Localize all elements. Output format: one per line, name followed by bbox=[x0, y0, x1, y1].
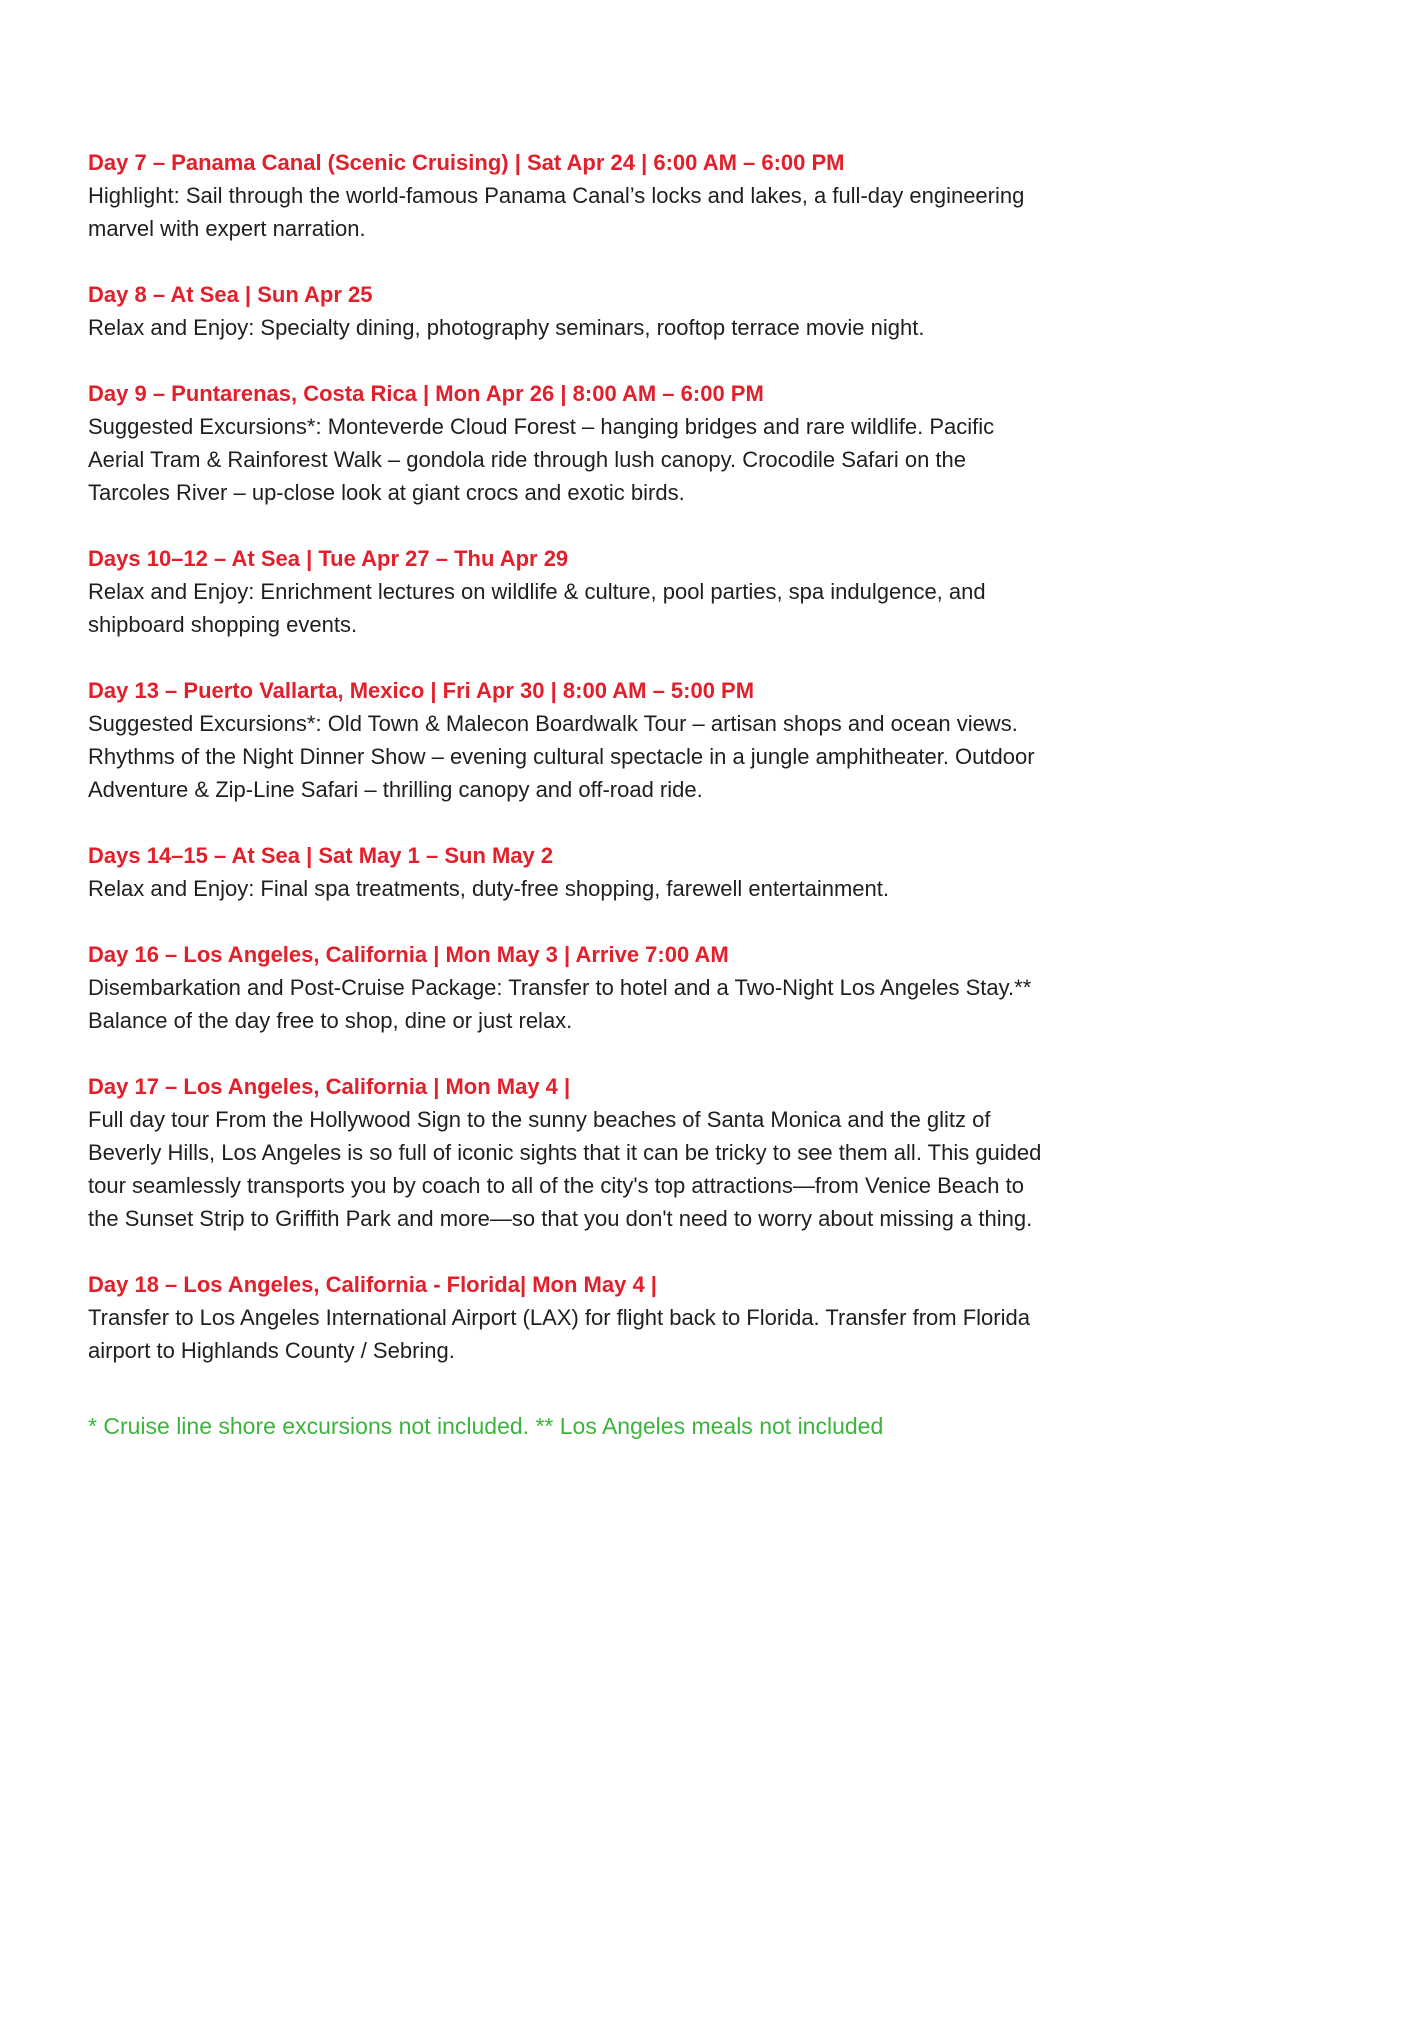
day-13-description: Suggested Excursions*: Old Town & Malecon Boardwalk Tour – artisan shops and ocean views. Rhythms of the Night Dinner Show – evening cultural spectacle in a jungle amphitheater. Outdoor Adventure & Zip-Line Safari – thrilling canopy and off-road ride. bbox=[88, 711, 1035, 802]
days-10-12-description: Relax and Enjoy: Enrichment lectures on wildlife & culture, pool parties, spa indulgence, and shipboard shopping events. bbox=[88, 579, 986, 637]
day-17-description: Full day tour From the Hollywood Sign to the sunny beaches of Santa Monica and the glitz of Beverly Hills, Los Angeles is so full of iconic sights that it can be tricky to see them all. This guided tour seamlessly transports you by coach to all of the city's top attractions—from Venice Beach to the Sunset Strip to Griffith Park and more—so that you don't need to worry about missing a thing. bbox=[88, 1107, 1042, 1231]
day-7-description: Highlight: Sail through the world-famous Panama Canal’s locks and lakes, a full-day engineering marvel with expert narration. bbox=[88, 183, 1025, 241]
day-17-heading: Day 17 – Los Angeles, California | Mon May 4 | bbox=[88, 1074, 571, 1099]
day-9-heading: Day 9 – Puntarenas, Costa Rica | Mon Apr 26 | 8:00 AM – 6:00 PM bbox=[88, 381, 764, 406]
itinerary-day-18 bbox=[88, 1268, 1046, 1367]
itinerary-day-16 bbox=[88, 938, 1046, 1037]
days-14-15-heading: Days 14–15 – At Sea | Sat May 1 – Sun May 2 bbox=[88, 843, 554, 868]
itinerary-days-14-15 bbox=[88, 839, 1046, 905]
day-18-heading: Day 18 – Los Angeles, California - Florida| Mon May 4 | bbox=[88, 1272, 657, 1297]
day-8-heading: Day 8 – At Sea | Sun Apr 25 bbox=[88, 282, 373, 307]
itinerary-days-10-12 bbox=[88, 542, 1046, 641]
day-18-description: Transfer to Los Angeles International Airport (LAX) for flight back to Florida. Transfer from Florida airport to Highlands County / Sebring. bbox=[88, 1305, 1030, 1363]
itinerary-day-13 bbox=[88, 674, 1046, 806]
footnote: * Cruise line shore excursions not included. ** Los Angeles meals not included bbox=[88, 1413, 884, 1439]
day-8-description: Relax and Enjoy: Specialty dining, photography seminars, rooftop terrace movie night. bbox=[88, 315, 925, 340]
itinerary-day-17 bbox=[88, 1070, 1046, 1235]
days-14-15-description: Relax and Enjoy: Final spa treatments, duty-free shopping, farewell entertainment. bbox=[88, 876, 889, 901]
days-10-12-heading: Days 10–12 – At Sea | Tue Apr 27 – Thu Apr 29 bbox=[88, 546, 569, 571]
itinerary-day-7 bbox=[88, 146, 1046, 245]
day-7-heading: Day 7 – Panama Canal (Scenic Cruising) | Sat Apr 24 | 6:00 AM – 6:00 PM bbox=[88, 150, 845, 175]
itinerary-day-8 bbox=[88, 278, 1046, 344]
day-16-heading: Day 16 – Los Angeles, California | Mon May 3 | Arrive 7:00 AM bbox=[88, 942, 729, 967]
day-13-heading: Day 13 – Puerto Vallarta, Mexico | Fri Apr 30 | 8:00 AM – 5:00 PM bbox=[88, 678, 755, 703]
itinerary-day-9 bbox=[88, 377, 1046, 509]
day-9-description: Suggested Excursions*: Monteverde Cloud Forest – hanging bridges and rare wildlife. Pacific Aerial Tram & Rainforest Walk – gondola ride through lush canopy. Crocodile Safari on the Tarcoles River – up-close look at giant crocs and exotic birds. bbox=[88, 414, 995, 505]
day-16-description: Disembarkation and Post-Cruise Package: Transfer to hotel and a Two-Night Los Angeles Stay.** Balance of the day free to shop, dine or just relax. bbox=[88, 975, 1032, 1033]
